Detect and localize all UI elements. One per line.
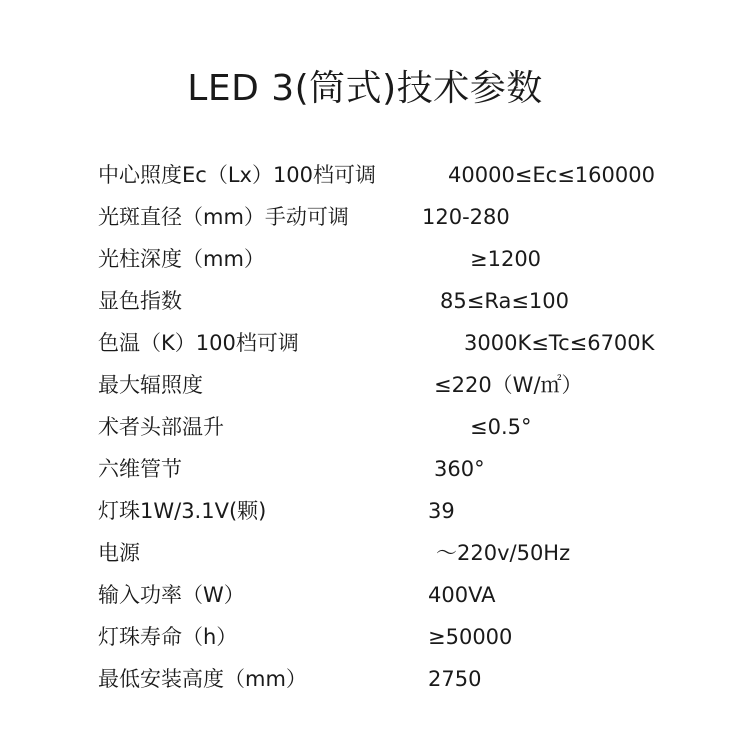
spec-label: 最低安装高度（mm） — [98, 667, 307, 691]
spec-row — [0, 496, 750, 526]
spec-label: 输入功率（W） — [98, 583, 245, 607]
spec-label: 灯珠1W/3.1V(颗) — [98, 499, 267, 523]
spec-value: ≤220（W/㎡） — [434, 373, 583, 397]
spec-row — [0, 286, 750, 316]
spec-label: 显色指数 — [98, 289, 182, 313]
spec-label: 光柱深度（mm） — [98, 247, 265, 271]
spec-label: 最大辐照度 — [98, 373, 203, 397]
spec-label: 术者头部温升 — [98, 415, 224, 439]
spec-row — [0, 328, 750, 358]
page-title: LED 3(筒式)技术参数 — [187, 68, 543, 109]
spec-label: 色温（K）100档可调 — [98, 331, 299, 355]
spec-row — [0, 580, 750, 610]
spec-value: 85≤Ra≤100 — [440, 289, 569, 313]
spec-label: 六维管节 — [98, 457, 182, 481]
spec-row — [0, 202, 750, 232]
spec-value: 39 — [428, 499, 455, 523]
spec-value: 3000K≤Tc≤6700K — [464, 331, 655, 355]
spec-value: 2750 — [428, 667, 482, 691]
spec-value: 40000≤Ec≤160000 — [448, 163, 655, 187]
spec-value: ≤0.5° — [470, 415, 532, 439]
spec-row — [0, 454, 750, 484]
spec-label: 电源 — [98, 541, 140, 565]
spec-value: 360° — [434, 457, 485, 481]
spec-row — [0, 412, 750, 442]
spec-value: ～220v/50Hz — [436, 541, 571, 565]
spec-row — [0, 538, 750, 568]
spec-label: 灯珠寿命（h） — [98, 625, 238, 649]
spec-row — [0, 370, 750, 400]
spec-label: 光斑直径（mm）手动可调 — [98, 205, 349, 229]
spec-value: 400VA — [428, 583, 496, 607]
spec-label: 中心照度Ec（Lx）100档可调 — [98, 163, 377, 187]
spec-row — [0, 664, 750, 694]
spec-value: 120-280 — [422, 205, 510, 229]
spec-row — [0, 622, 750, 652]
spec-value: ≥50000 — [428, 625, 513, 649]
spec-row — [0, 244, 750, 274]
spec-value: ≥1200 — [470, 247, 542, 271]
spec-row — [0, 160, 750, 190]
